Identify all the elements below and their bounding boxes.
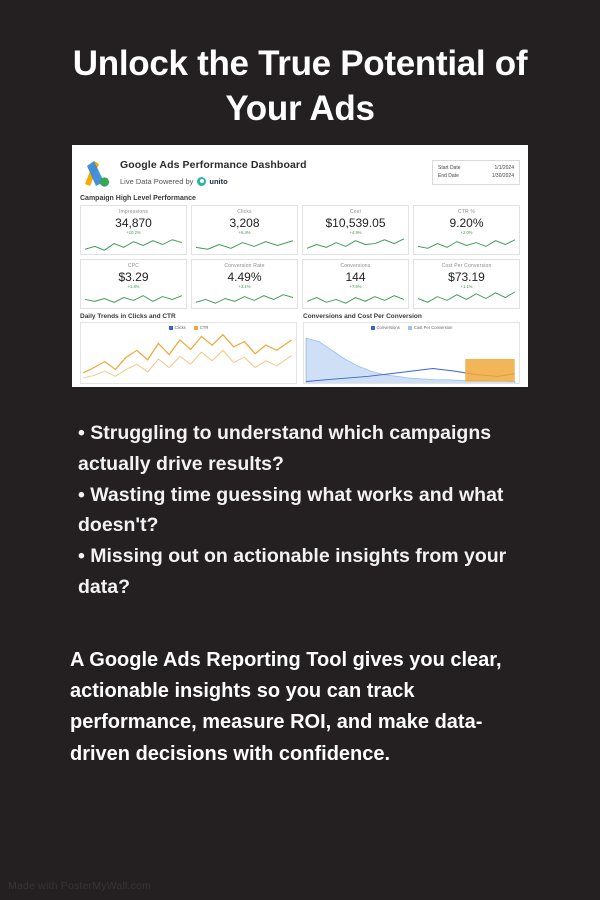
start-date-label: Start Date	[438, 164, 461, 171]
chart-plot-area	[303, 322, 520, 384]
dashboard-screenshot	[72, 145, 528, 387]
google-ads-logo-icon	[80, 155, 114, 189]
kpi-value: $73.19	[448, 270, 485, 284]
kpi-sparkline	[418, 235, 515, 254]
kpi-card[interactable]	[191, 259, 298, 309]
kpi-card[interactable]	[80, 259, 187, 309]
legend-item: Conversions	[371, 325, 400, 330]
kpi-title: Conversions	[340, 263, 371, 269]
kpi-card[interactable]	[413, 205, 520, 255]
end-date-value: 1/30/2024	[491, 173, 514, 179]
dashboard-subtitle	[120, 177, 432, 186]
pain-point-list	[78, 418, 530, 603]
kpi-delta: +1.8%	[127, 284, 140, 289]
legend-item: Cost Per Conversion	[408, 325, 453, 330]
kpi-delta: +10.2%	[126, 230, 141, 235]
chart-card-clicks-ctr[interactable]	[80, 313, 297, 384]
kpi-sparkline	[85, 235, 182, 254]
date-range-panel[interactable]	[432, 160, 520, 185]
kpi-sparkline	[307, 289, 404, 308]
kpi-card[interactable]	[302, 205, 409, 255]
kpi-title: CTR %	[457, 209, 476, 215]
end-date-label: End Date	[438, 173, 459, 179]
kpi-delta: +3.1%	[238, 284, 251, 289]
dashboard-header	[72, 145, 528, 193]
kpi-value: 34,870	[115, 216, 152, 230]
watermark-credit: Made with PosterMyWall.com	[8, 880, 152, 892]
kpi-grid-row-1	[72, 205, 528, 255]
dashboard-subtitle-text: Live Data Powered by	[120, 176, 194, 186]
clicks-ctr-lines	[81, 333, 296, 384]
kpi-grid-row-2	[72, 259, 528, 309]
kpi-card[interactable]	[191, 205, 298, 255]
kpi-card[interactable]	[80, 205, 187, 255]
list-item: • Wasting time guessing what works and what doesn't?	[78, 483, 504, 537]
unito-logo-icon	[197, 177, 206, 186]
page-title: Unlock the True Potential of Your Ads	[72, 44, 528, 128]
legend-item: Clicks	[169, 325, 186, 330]
charts-row	[72, 309, 528, 384]
chart-title: Daily Trends in Clicks and CTR	[80, 313, 176, 320]
kpi-title: Cost Per Conversion	[441, 263, 492, 269]
chart-title: Conversions and Cost Per Conversion	[303, 313, 422, 320]
chart-card-conversions[interactable]	[303, 313, 520, 384]
kpi-sparkline	[418, 289, 515, 308]
kpi-delta: +7.5%	[349, 284, 362, 289]
kpi-value: 144	[345, 270, 366, 284]
kpi-sparkline	[196, 235, 293, 254]
list-item: • Struggling to understand which campaigns actually drive results?	[78, 422, 492, 475]
kpi-title: Clicks	[237, 209, 252, 215]
kpi-delta: +4.9%	[349, 230, 362, 235]
kpi-sparkline	[307, 235, 404, 254]
kpi-value: $10,539.05	[325, 216, 386, 230]
dashboard-title: Google Ads Performance Dashboard	[120, 158, 307, 171]
chart-legend	[304, 323, 519, 330]
kpi-delta: +2.0%	[460, 230, 473, 235]
kpi-sparkline	[85, 289, 182, 308]
kpi-title: Cost	[349, 209, 362, 215]
legend-item: CTR	[194, 325, 209, 330]
kpi-delta: +1.1%	[460, 284, 473, 289]
unito-brand-label: unito	[209, 176, 228, 186]
chart-legend	[81, 323, 296, 330]
conversions-area	[304, 333, 519, 384]
kpi-title: CPC	[127, 263, 140, 269]
kpi-card[interactable]	[413, 259, 520, 309]
kpi-title: Impressions	[118, 209, 149, 215]
value-proposition-paragraph: A Google Ads Reporting Tool gives you clear, actionable insights so you can track performance, measure ROI, and make data-driven decisions with confidence.	[70, 649, 502, 765]
section-label-campaign-performance: Campaign High Level Performance	[80, 195, 196, 202]
kpi-delta: +6.4%	[238, 230, 251, 235]
kpi-value: 4.49%	[227, 270, 262, 284]
kpi-title: Conversion Rate	[224, 263, 265, 269]
kpi-card[interactable]	[302, 259, 409, 309]
kpi-value: $3.29	[118, 270, 149, 284]
list-item: • Missing out on actionable insights from your data?	[78, 545, 507, 598]
kpi-sparkline	[196, 289, 293, 308]
start-date-value: 1/1/2024	[494, 164, 514, 171]
kpi-value: 3,208	[229, 216, 260, 230]
chart-plot-area	[80, 322, 297, 384]
unito-brand	[197, 177, 227, 186]
kpi-value: 9.20%	[449, 216, 484, 230]
